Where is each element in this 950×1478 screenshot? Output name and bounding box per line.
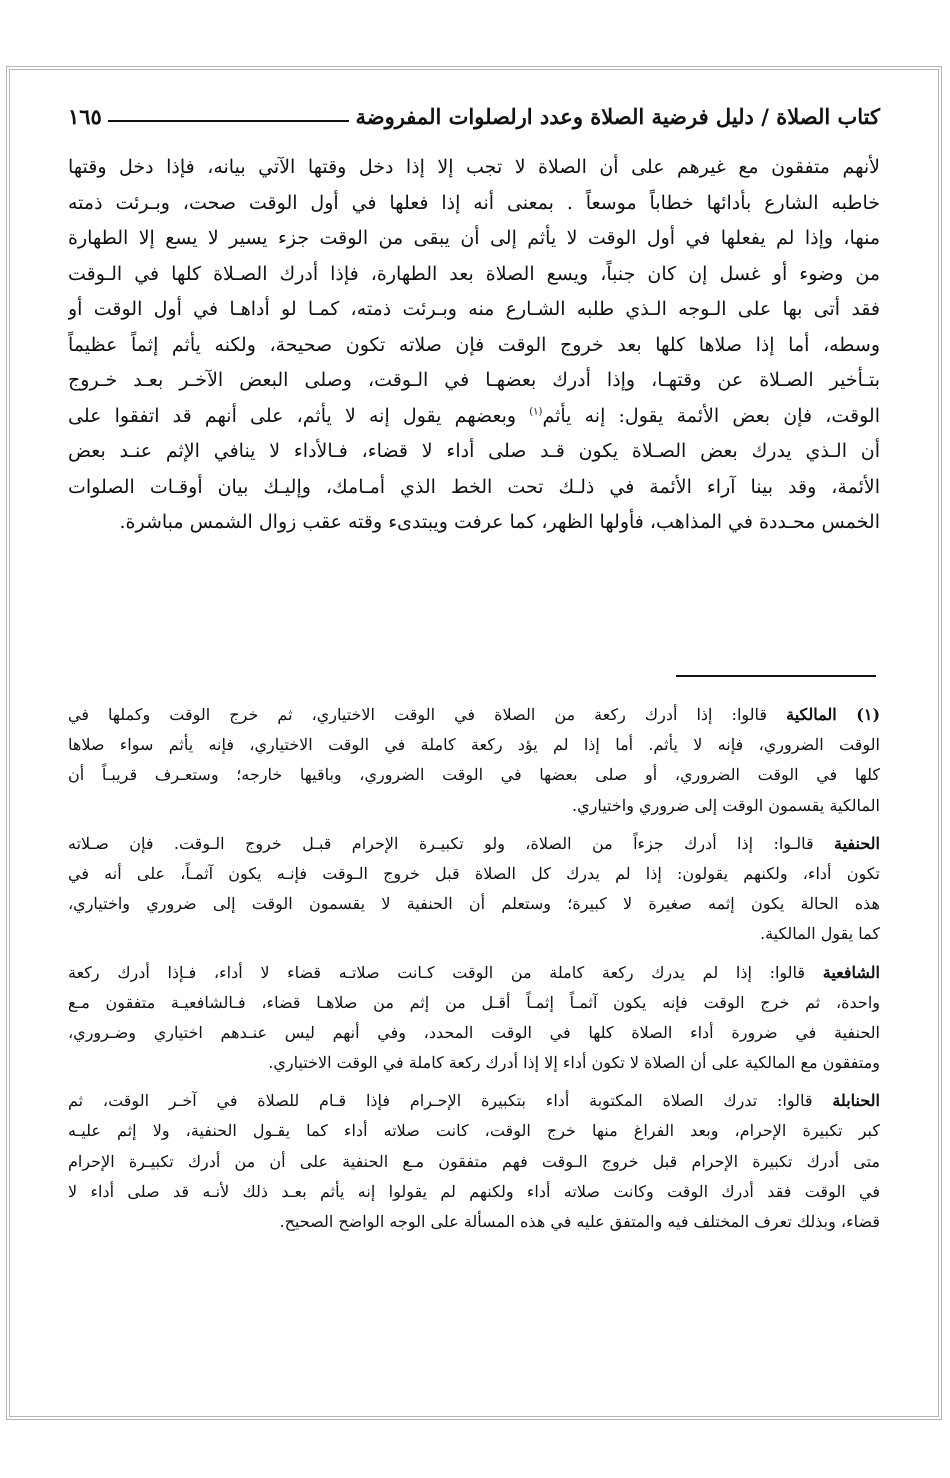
note-line: [68, 1086, 880, 1116]
note-line: كبر تكبيرة الإحرام، وبعد الفراغ منها خرج الوقت، كانت صلاته أداء كما يقـول الحنفية، ولا إثم عليـه: [68, 1121, 880, 1141]
footnote-ref[interactable]: (١): [529, 406, 543, 418]
note-text: قالوا: إذا أدرك ركعة من الصلاة في الوقت الاختياري، ثم خرج الوقت وكملها في: [68, 705, 787, 724]
footnote-hanafi: [68, 829, 880, 950]
note-line: الحنفية في ضرورة أداء الصلاة كلها في الوقت المحدد، وفي أنهم ليس عنـدهم اختياري وضـروري،: [68, 1022, 880, 1042]
note-text: قالوا: إذا لم يدرك ركعة كاملة من الوقت كـانت صلاتـه قضاء لا أداء، فـإذا أدرك ركعة: [68, 962, 823, 982]
text-line: أن الـذي يدرك بعض الصـلاة يكون قـد صلى أداء لا قضاء، فـالأداء لا ينافي الإثم عنـد بعض: [68, 440, 880, 462]
note-line: [68, 829, 880, 859]
text-fragment: وبعضهم يقول إنه لا يأثم، على أنهم قد اتفقوا على: [68, 404, 530, 427]
school-label: الشافعية: [822, 962, 880, 982]
note-line: [68, 958, 880, 988]
text-line-with-ref: [68, 399, 880, 435]
school-label: (١) المالكية: [786, 705, 880, 724]
footnote-hanbali: [68, 1086, 880, 1237]
note-line: كما يقول المالكية.: [760, 924, 880, 944]
main-text: [68, 150, 880, 541]
school-label: الحنابلة: [832, 1091, 880, 1111]
text-line: الخمس محـددة في المذاهب، فأولها الظهر، كما عرفت ويبتدىء وقته عقب زوال الشمس مباشرة.: [119, 511, 880, 533]
note-line: قضاء، وبذلك تعرف المختلف فيه والمتفق عليه في هذه المسألة على الوجه الواضح الصحيح.: [279, 1212, 880, 1231]
note-line: [68, 700, 880, 730]
text-line: وسطه، أما إذا صلاها كلها بعد خروج الوقت فإن صلاته تكون صحيحة، ولكنه يأثم إثماً عظيماً: [68, 333, 880, 356]
note-line: المالكية يقسمون الوقت إلى ضروري واختياري.: [572, 795, 880, 815]
page-number: ١٦٥: [68, 103, 102, 129]
note-line: تكون أداء، ولكنهم يقولون: إذا لم يدرك كل الصلاة قبل خروج الـوقت فإنـه يكون آثمـاً، على أنه في: [68, 863, 880, 883]
text-line: بتـأخير الصـلاة عن وقتهـا، وإذا أدرك بعضهـا في الـوقت، وصلى البعض الآخـر بعـد خـروج: [68, 369, 880, 391]
note-line: هذه الحالة يكون إثمه صغيرة لا كبيرة؛ وستعلم أن الحنفية لا يقسمون الوقت إلى ضروري واختياري،: [68, 894, 880, 914]
note-text: قالوا: تدرك الصلاة المكتوبة أداء بتكبيرة الإحـرام فإذا قـام للصلاة في آخـر الوقت، ثم: [68, 1091, 833, 1111]
text-line: فقد أتى بها على الـوجه الـذي طلبه الشـارع منه وبـرئت ذمته، كمـا لو أداهـا في أول الوقت أو: [68, 298, 880, 320]
school-label: الحنفية: [834, 833, 880, 853]
header-rule: [108, 120, 350, 122]
note-line: واحدة، ثم خرج الوقت فإنه يكون آثمـاً إثمـاً أقـل من إثم من صلاهـا قضاء، فـالشافعيـة متفقون مـع: [68, 992, 880, 1012]
note-line: كلها في الوقت الضروري، أو صلى بعضها في الوقت الضروري، وباقيها خارجه؛ وستعـرف قريبـاً أن: [68, 765, 880, 785]
text-line: لأنهم متفقون مع غيرهم على أن الصلاة لا تجب إلا إذا دخل وقتها الآتي بيانه، فإذا دخل وقتها: [68, 156, 880, 178]
note-text: قالـوا: إذا أدرك جزءاً من الصلاة، ولو تكبيـرة الإحرام قبـل خروج الـوقت. فإن صـلاته: [68, 833, 835, 853]
text-line: خاطبه الشارع بأدائها خطاباً موسعاً . بمعنى أنه إذا فعلها في أول الوقت صحت، وبـرئت ذمته: [68, 191, 880, 214]
text-fragment: الوقت، فإن بعض الأئمة يقول: إنه يأثم: [542, 404, 880, 427]
running-header: [68, 100, 880, 132]
note-line: الوقت الضروري، فإنه لا يأثم. أما إذا لم يؤد ركعة كاملة في الوقت الاختياري، فإنه يأثم سواء صلاها: [68, 735, 880, 755]
header-title: كتاب الصلاة / دليل فرضية الصلاة وعدد ارلصلوات المفروضة: [355, 103, 880, 129]
note-line: في الوقت فقد أدرك الوقت وكانت صلاته أداء ولكنهم لم يقولوا إنه يأثم بعـد ذلك لأنـه قد صلى أداء لا: [68, 1181, 880, 1201]
text-line: الأئمة، وقد بينا آراء الأئمة في ذلـك تحت الخط الذي أمـامك، وإليـك بيان أوقـات الصلوات: [68, 475, 880, 498]
note-line: ومتفقون مع المالكية على أن الصلاة لا تكون أداء إلا إذا أدرك ركعة كاملة في الوقت الاختياري.: [268, 1053, 880, 1073]
footnote-maliki: [68, 700, 880, 821]
footnote-separator: [676, 675, 876, 677]
footnote-shafii: [68, 958, 880, 1079]
footnotes: [68, 700, 880, 1245]
note-line: متى أدرك تكبيرة الإحرام قبل خروج الـوقت فهم متفقون مـع الحنفية على أن من أدرك تكبيـرة الإحرام: [68, 1151, 880, 1171]
text-line: منها، وإذا لم يفعلها في أول الوقت لا يأثم إلى أن يبقى من الوقت جزء يسير لا يسع إلا الطهارة: [68, 227, 880, 249]
text-line: من وضوء أو غسل إن كان جنباً، ويسع الصلاة بعد الطهارة، فإذا أدرك الصـلاة كلها في الـوقت: [68, 262, 880, 285]
